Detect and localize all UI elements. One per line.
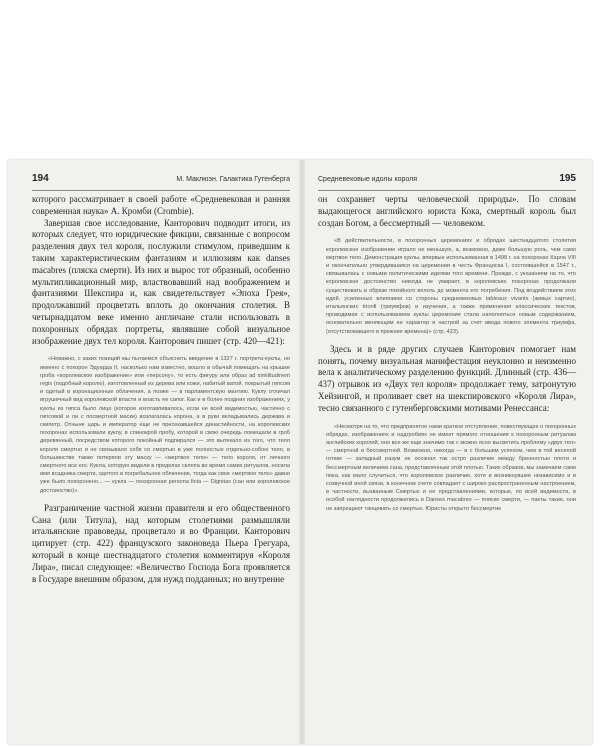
left-running-head (32, 174, 290, 188)
left-page-text (32, 194, 290, 585)
page-number-left: 194 (32, 173, 49, 184)
right-page-text (318, 194, 576, 521)
book-gutter (299, 160, 305, 744)
paragraph: которого рассматривает в своей работе «Средневековая и ранняя современная наука» А. Кромби (Crombie). (32, 194, 290, 216)
running-head-title-left: М. Маклюэн. Галактика Гутенберга (176, 176, 290, 183)
right-page (318, 160, 576, 744)
right-running-head (318, 174, 576, 188)
left-page (32, 160, 290, 744)
paragraph: Завершая свое исследование, Канторович подводит итоги, из которых следует, что юридические фикции, связанные с вопросом разделения двух тел короля, послужили стимулом, приведшим к таким характеристическим фантазиям и иллюзиям как danses macabres (пляска смерти). Из них и вырос тот образный, особенно мультипликационный мир, властвовавший над воображением и фантазиями Шекспира и, как свидетельствует «Эпоха Грея», продолжавший процветать вплоть до окончания столетия. В четырнадцатом веке именно англичане стали использовать в похоронных обрядах портреты, являвшие собой визуальное изображение двух тел короля. Канторович пишет (стр. 420—421): (32, 217, 290, 346)
paragraph: он сохраняет черты человеческой природы». По словам выдающегося английского юриста Кока, смертный король был создан Богом, а бессмертный — человеком. (318, 194, 576, 228)
book-spread (8, 160, 592, 744)
running-head-title-right: Средневековые идолы короля (318, 176, 418, 183)
header-rule-left (32, 190, 290, 191)
block-quote (32, 355, 290, 494)
page-number-right: 195 (559, 173, 576, 184)
block-quote (318, 237, 576, 335)
paragraph: Здесь и в ряде других случаев Канторович помогает нам понять, почему визуальная манифестация неуклонно и неизменно вела к аналитическому разделению функций. Длинный (стр. 436—437) отрывок из «Двух тел короля» продолжает тему, затронутую Хейзингой, и проливает свет на шекспировского «Короля Лира», тесно связанного с гутенберговскими мотивами Ренессанса: (318, 343, 576, 413)
header-rule-right (318, 190, 576, 191)
quote-text: «Неважно, с каких позиций мы пытаемся объяснить введение в 1327 г. портрета-куклы, но именно с похорон Эдуарда II, насколько нам известно, вошло в обычай помещать на крышке гроба «королевское изображение» или «персону», то есть фигуру или образ ad similitudinem regis (подобный королю), изготовленный из дерева или кожи, набитый ватой, покрытый гипсом и одетый в коронационные облачения, а позже — в парламентскую мантию. Куклу отличал игрушечный вид королевской власти и власть ее сапог. Как и в более поздних изображениях, у куклы из гипса было лицо (которое изготавливалось, если не всей видимостью, частично с гипсовой и ли с посмертной маски) возлагалась корона, а в руки вкладывались держава и скипетр. Отныне царь и император еще не пресекавшейся династийности, на королевских похоронах использовали куклу, в спинокрой пробу, которой в свою очередь помещали в гроб деревянный, посредством которого покойный подпирался — это вытекало из того, что тело короля смертно и не связывало себя со смертью в уже полностью отдельно-собою тело, в большинстве также потеряли эту маску — «мертвое тело» — тело короля, от личного смертного все его. Кукла, которую видели в пределах склепа во время самих ритуалов, носила имя всадника смерти, одетого в погребальное облачение, тогда как свое «мертвое тело» давно уже было похоронено... — кукла — похоронная persona ficta — Dignitas (сан или королевское достоинство)». (40, 356, 290, 494)
paragraph: Разграничение частной жизни правителя и его общественного Сана (или Титула), над которым столетиями размышляли итальянские правоведы, процветало и во Франции. Канторович цитирует (стр. 422) французского законоведа Пьера Грегуара, который в конце шестнадцатого столетия комментируя «Короля Лира», писал следующее: «Величество Господа Бога проявляется в Государе внешним образом, для нужд подданных; но внутренне (32, 502, 290, 584)
quote-text: «В действительности, в похоронных церемониях и обрядах шестнадцатого столетия королевское изображение играло не меньшую, а, возможно, даже большую роль, чем само мертвое тело. Демонстрация куклы, впервые использованная в 1498 г. на похоронах Карла VIII и окончательно утвердившаяся на церемонии в честь Франциска I, состоявшейся в 1547 г., связывалась с новыми политическими идеями того времени. Прежде, с указанием на то, что королевское достоинство никогда не умирает, в королевских похоронах продолжали существовать в образе покойного вплоть до момента его погребения. Под воздействием этих идей, усиленных влиянием со стороны средневековых tableaux vivants (живых картин), итальянских trionfi (триумфов) и изучения, а также применения классических текстов, проводимая с использованием куклы церемония стала наполняться новым содержанием, основательно меняющим ее характер и настрой за счет ввода нового элемента триумфа, (отсутствовавшего в прежние времена)» (стр. 423). (326, 238, 576, 335)
quote-text: «Несмотря на то, что предпринятое нами краткое отступление, повествующее о похоронных обрядах, изображениях и надгробиях не имеет прямого отношения к похоронным ритуалам английских королей, оно все же еще значимо так с можно ясно высветить проблему «двух тел» — смертной и бессмертной. Возможно, никогда — и с большим успехом, чем в той веселой готике — заладный разум не осознал так остро различие между бренностью плоти и бессмертным величием сана, представленным этой плотью. Таких образов, мы замечаем сами пока, как мало случиться, что королевское различие, хотя и возникнувшее независимо и в созвучной иной связи, в конечном счете совпадает с широко распространенным настроением, в частности, вызванным Смертью и ее представлениями, которые, по всей видимости, в особой наглядности продолжились в Danses macabres — пляске смерти, — пакты такие, они не запрещают танцевать со смертью. Юристы открыто бессмертие (326, 423, 576, 512)
block-quote (318, 423, 576, 513)
